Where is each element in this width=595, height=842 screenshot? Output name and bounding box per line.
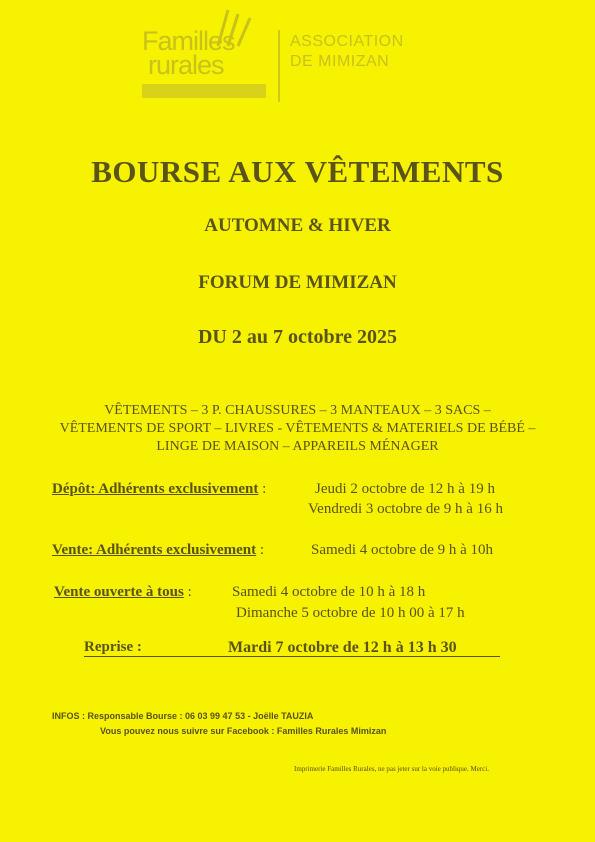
vente-ouverte-label: Vente ouverte à tous — [54, 584, 184, 600]
familles-rurales-logo — [138, 8, 266, 100]
accepted-items — [0, 402, 595, 456]
vente-ouverte-row — [54, 584, 192, 601]
page-title: BOURSE AUX VÊTEMENTS — [91, 154, 504, 189]
reprise-time: Mardi 7 octobre de 12 h à 13 h 30 — [228, 639, 457, 656]
vente-sep: : — [256, 542, 265, 558]
depot-time-2: Vendredi 3 octobre de 9 h à 16 h — [308, 501, 503, 517]
vente-label-row — [52, 542, 264, 559]
logo-band — [142, 84, 266, 98]
vente-ouverte-time-1: Samedi 4 octobre de 10 h à 18 h — [232, 584, 426, 600]
dates-heading: DU 2 au 7 octobre 2025 — [197, 326, 398, 348]
items-line-2: VÊTEMENTS DE SPORT – LIVRES - VÊTEMENTS & MATERIELS DE BÉBÉ – — [59, 421, 536, 436]
depot-label-row — [52, 481, 266, 498]
association-name — [290, 32, 404, 72]
reprise-label: Reprise : — [84, 639, 142, 655]
logo-word-rurales: rurales — [148, 50, 224, 80]
printer-note: Imprimerie Familles Rurales, ne pas jeter sur la voie publique. Merci. — [294, 765, 489, 773]
association-logo — [138, 8, 428, 100]
venue-heading: FORUM DE MIMIZAN — [198, 272, 397, 293]
vente-adherents-label: Vente: Adhérents exclusivement — [52, 542, 257, 558]
depot-label: Dépôt: Adhérents exclusivement — [52, 481, 259, 497]
vente-ouverte-sep: : — [183, 584, 192, 600]
items-line-3: LINGE DE MAISON – APPAREILS MÉNAGER — [156, 439, 439, 454]
items-line-1: VÊTEMENTS – 3 P. CHAUSSURES – 3 MANTEAUX – 3 SACS – — [104, 403, 491, 418]
reprise-underline — [84, 656, 500, 657]
association-line-2: DE MIMIZAN — [290, 53, 390, 70]
info-facebook: Vous pouvez nous suivre sur Facebook : Familles Rurales Mimizan — [100, 726, 387, 736]
vente-ouverte-time-2: Dimanche 5 octobre de 10 h 00 à 17 h — [236, 605, 465, 621]
vente-adherents-time: Samedi 4 octobre de 9 h à 10h — [311, 542, 494, 558]
logo-word-familles: Familles — [142, 26, 235, 56]
season-heading: AUTOMNE & HIVER — [204, 215, 391, 236]
depot-sep: : — [258, 481, 267, 497]
logo-divider — [278, 30, 280, 102]
depot-time-1: Jeudi 2 octobre de 12 h à 19 h — [315, 481, 495, 497]
association-line-1: ASSOCIATION — [290, 33, 404, 50]
info-contact: INFOS : Responsable Bourse : 06 03 99 47 53 - Joëlle TAUZIA — [52, 711, 314, 721]
